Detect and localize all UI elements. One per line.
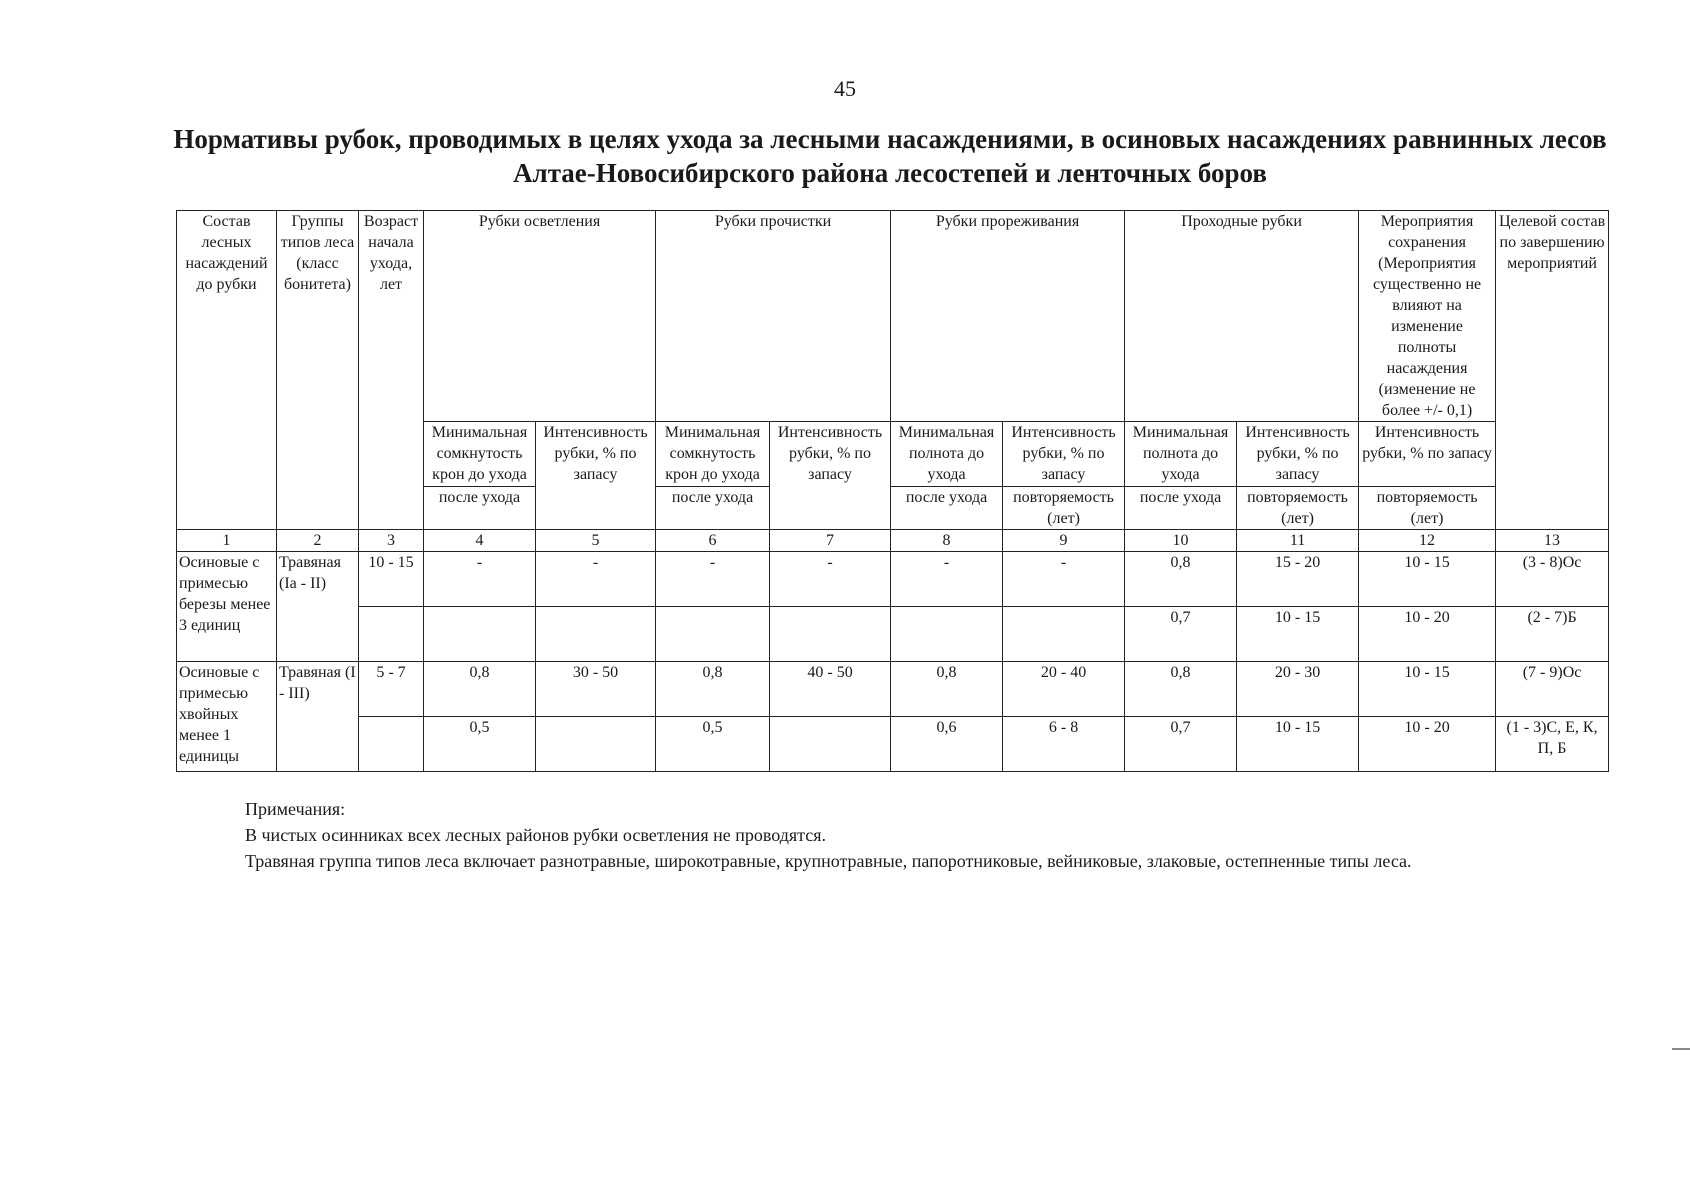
value-cell: 0,7 [1125,717,1237,772]
column-number: 3 [359,530,424,552]
header-start-age: Возраст начала ухода, лет [359,211,424,530]
header-min-density: Минимальная полнота до ухода [891,422,1003,487]
target-cell: (3 - 8)Ос [1496,552,1609,607]
value-cell: 10 - 20 [1359,717,1496,772]
target-cell: (7 - 9)Ос [1496,662,1609,717]
composition-cell: Осиновые с примесью хвойных менее 1 единицы [177,662,277,772]
header-after-care: после ухода [1125,487,1237,530]
header-recurrence: повторяемость (лет) [1237,487,1359,530]
header-intensity: Интенсивность рубки, % по запасу [770,422,891,530]
value-cell [424,607,536,662]
header-row-main [177,211,1609,422]
value-cell [656,607,770,662]
value-cell: 0,8 [891,662,1003,717]
column-number: 2 [277,530,359,552]
header-recurrence: повторяемость (лет) [1359,487,1496,530]
value-cell: 0,5 [424,717,536,772]
value-cell: 0,8 [424,662,536,717]
value-cell: - [770,552,891,607]
value-cell: 10 - 15 [1237,607,1359,662]
value-cell: - [424,552,536,607]
value-cell [891,607,1003,662]
value-cell: 10 - 20 [1359,607,1496,662]
target-cell: (2 - 7)Б [1496,607,1609,662]
target-cell: (1 - 3)С, Е, К, П, Б [1496,717,1609,772]
table-row [177,717,1609,772]
value-cell: - [536,552,656,607]
header-intensity: Интенсивность рубки, % по запасу [1237,422,1359,487]
column-number: 8 [891,530,1003,552]
age-cell [359,717,424,772]
column-number: 10 [1125,530,1237,552]
composition-cell: Осиновые с примесью березы менее 3 единиц [177,552,277,662]
note-item: Травяная группа типов леса включает разнотравные, широкотравные, крупнотравные, папоротниковые, вейниковые, злаковые, остепненные типы леса. [245,851,1412,871]
header-preservation: Мероприятия сохранения (Мероприятия существенно не влияют на изменение полноты насаждения (изменение не более +/- 0,1) [1359,211,1496,422]
value-cell: 15 - 20 [1237,552,1359,607]
header-target: Целевой состав по завершению мероприятий [1496,211,1609,530]
value-cell: 0,5 [656,717,770,772]
value-cell: 10 - 15 [1237,717,1359,772]
value-cell: 10 - 15 [1359,552,1496,607]
header-recurrence: повторяемость (лет) [1003,487,1125,530]
header-intensity: Интенсивность рубки, % по запасу [1359,422,1496,487]
value-cell [536,607,656,662]
value-cell [770,607,891,662]
column-number: 7 [770,530,891,552]
age-cell: 5 - 7 [359,662,424,717]
column-number: 12 [1359,530,1496,552]
header-composition: Состав лесных насаждений до рубки [177,211,277,530]
value-cell: - [891,552,1003,607]
header-after-care: после ухода [424,487,536,530]
value-cell: 0,8 [1125,552,1237,607]
column-number: 4 [424,530,536,552]
header-thinning: Рубки прореживания [891,211,1125,422]
value-cell [536,717,656,772]
column-number: 11 [1237,530,1359,552]
value-cell: 30 - 50 [536,662,656,717]
norms-table [176,210,1609,772]
header-intensity: Интенсивность рубки, % по запасу [1003,422,1125,487]
table-row [177,662,1609,717]
column-number: 13 [1496,530,1609,552]
header-min-density: Минимальная полнота до ухода [1125,422,1237,487]
forest-group-cell: Травяная (I - III) [277,662,359,772]
age-cell: 10 - 15 [359,552,424,607]
page-number: 45 [834,76,856,101]
age-cell [359,607,424,662]
table-row [177,552,1609,607]
header-forest-groups: Группы типов леса (класс бонитета) [277,211,359,530]
header-after-care: после ухода [891,487,1003,530]
notes [245,796,1625,874]
column-numbers-row [177,530,1609,552]
page-title: Нормативы рубок, проводимых в целях ухода за лесными насаждениями, в осиновых насаждениях равнинных лесов Алтае-Новосибирского района лесостепей и ленточных боров [173,124,1607,188]
edge-mark [1672,1048,1690,1050]
table-row [177,607,1609,662]
notes-heading: Примечания: [245,799,346,819]
column-number: 5 [536,530,656,552]
value-cell: 40 - 50 [770,662,891,717]
value-cell: - [656,552,770,607]
value-cell: 20 - 30 [1237,662,1359,717]
header-min-closure: Минимальная сомкнутость крон до ухода [424,422,536,487]
value-cell: 20 - 40 [1003,662,1125,717]
column-number: 6 [656,530,770,552]
value-cell: 0,8 [656,662,770,717]
value-cell [770,717,891,772]
column-number: 9 [1003,530,1125,552]
value-cell: 6 - 8 [1003,717,1125,772]
value-cell: 0,7 [1125,607,1237,662]
value-cell: 10 - 15 [1359,662,1496,717]
value-cell: - [1003,552,1125,607]
header-passage: Проходные рубки [1125,211,1359,422]
header-intensity: Интенсивность рубки, % по запасу [536,422,656,530]
header-clarification: Рубки осветления [424,211,656,422]
header-after-care: после ухода [656,487,770,530]
value-cell: 0,6 [891,717,1003,772]
value-cell: 0,8 [1125,662,1237,717]
column-number: 1 [177,530,277,552]
value-cell [1003,607,1125,662]
header-cleaning: Рубки прочистки [656,211,891,422]
forest-group-cell: Травяная (Iа - II) [277,552,359,662]
header-min-closure: Минимальная сомкнутость крон до ухода [656,422,770,487]
note-item: В чистых осинниках всех лесных районов рубки осветления не проводятся. [245,825,827,845]
